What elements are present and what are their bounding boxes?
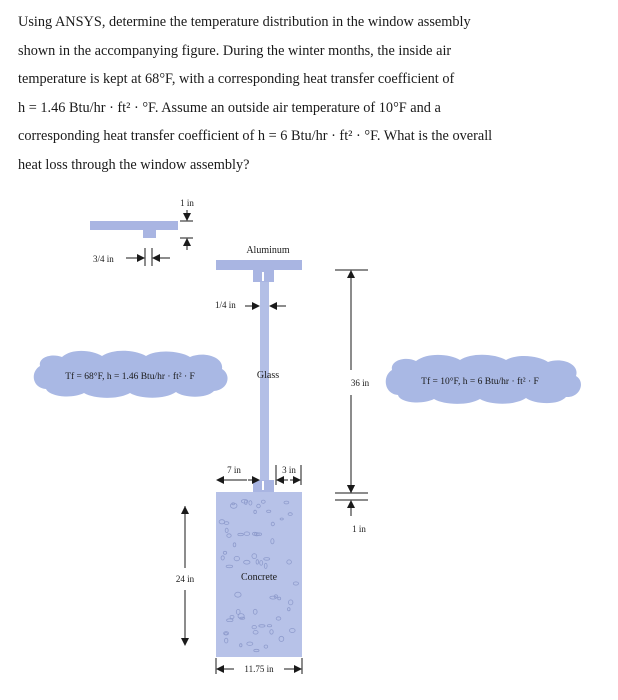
problem-line-6: heat loss through the window assembly? (18, 156, 250, 173)
inside-condition-label: Tf = 68°F, h = 1.46 Btu/hr · ft² · F (65, 372, 195, 382)
problem-line-3: temperature is kept at 68°F, with a corresponding heat transfer coefficient of (18, 71, 455, 87)
detail-flange (90, 221, 178, 230)
outside-condition-label: Tf = 10°F, h = 6 Btu/hr · ft² · F (421, 377, 539, 387)
one-in-bottom-label: 1 in (352, 524, 366, 534)
problem-line-4: h = 1.46 Btu/hr · ft² · °F. Assume an outside air temperature of 10°F and a (18, 99, 441, 116)
three-in-label: 3 in (282, 465, 296, 475)
problem-line-5: corresponding heat transfer coefficient of h = 6 Btu/hr · ft² · °F. What is the overall (18, 128, 493, 144)
outside-condition-cloud (386, 355, 581, 404)
glass-label: Glass (256, 370, 280, 381)
aluminum-top-flange (216, 260, 302, 270)
thirty-six-in-label: 36 in (350, 378, 370, 388)
eleven-75-label: 11.75 in (244, 664, 274, 674)
concrete-label: Concrete (240, 572, 278, 583)
problem-line-1: Using ANSYS, determine the temperature distribution in the window assembly (18, 14, 471, 30)
detail-one-in-label: 1 in (180, 198, 194, 208)
glass-pane (260, 282, 269, 480)
seven-in-label: 7 in (227, 465, 241, 475)
inside-condition-cloud (34, 351, 228, 398)
detail-three-quarter-label: 3/4 in (93, 254, 114, 264)
problem-line-2: shown in the accompanying figure. During the winter months, the inside air (18, 42, 452, 59)
window-assembly (176, 245, 370, 674)
quarter-in-label: 1/4 in (215, 300, 236, 310)
twenty-four-in-label: 24 in (175, 574, 195, 584)
detail-stem (143, 230, 156, 238)
aluminum-label: Aluminum (246, 245, 290, 256)
detail-section (90, 198, 194, 266)
